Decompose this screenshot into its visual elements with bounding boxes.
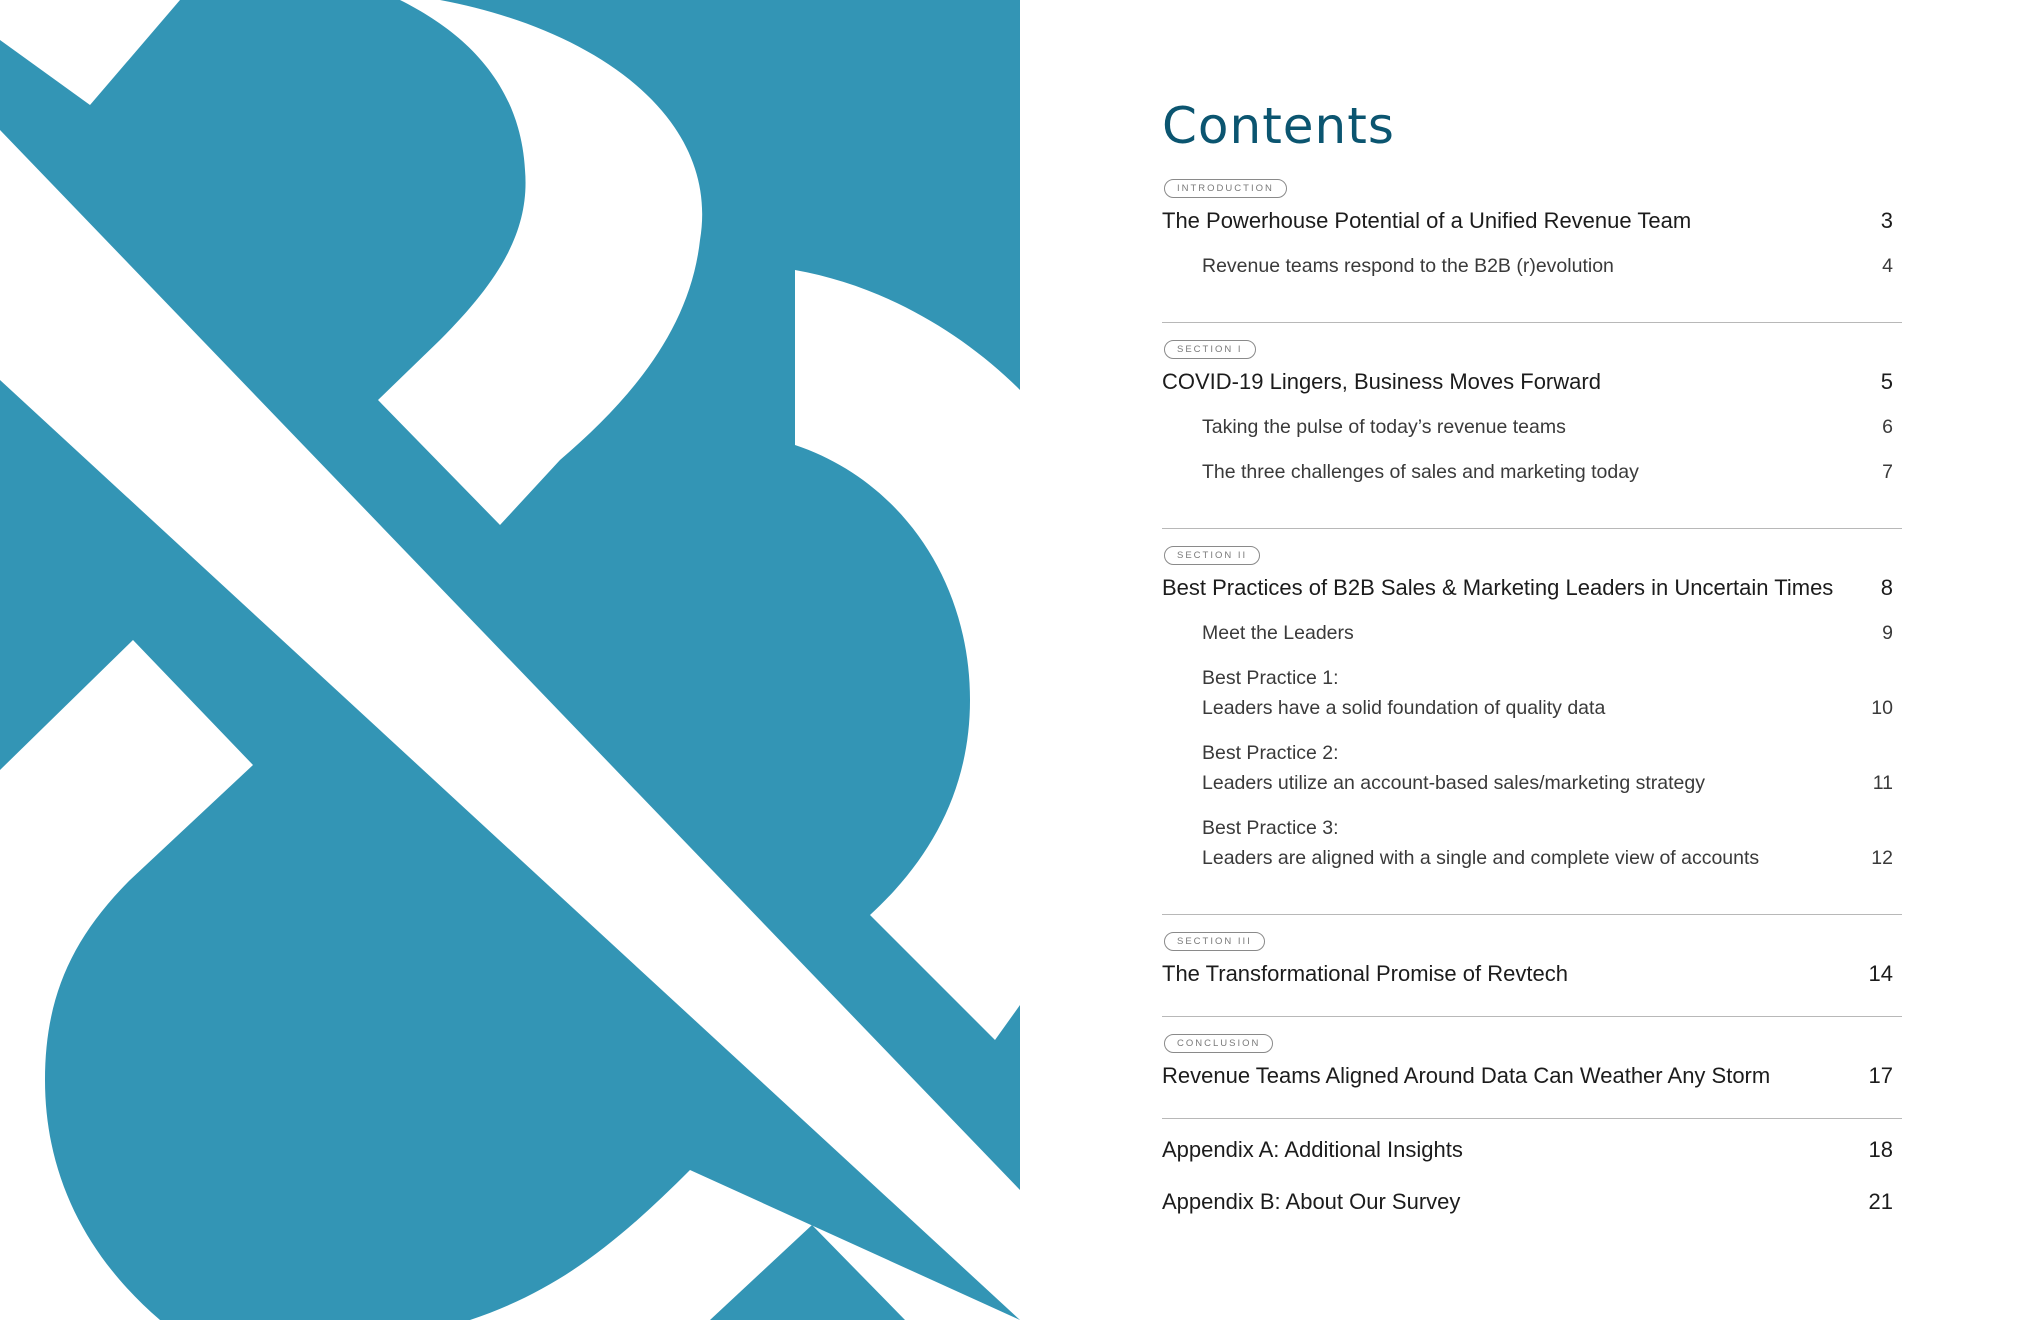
toc-page-number: 21	[1868, 1189, 1893, 1214]
toc-page-number: 5	[1880, 369, 1893, 394]
toc-entry[interactable]	[1162, 573, 1902, 603]
toc-group-section-2	[1162, 545, 1902, 915]
best-practice-label: Best Practice 2:	[1202, 742, 1339, 764]
toc-entry-title: Appendix A: Additional Insights	[1162, 1137, 1463, 1162]
toc-page-number: 10	[1871, 697, 1893, 719]
toc-subentry[interactable]	[1162, 738, 1902, 798]
toc-subentry-title	[1202, 738, 1705, 798]
toc-entry[interactable]	[1162, 206, 1902, 236]
toc-page-number: 7	[1882, 461, 1893, 483]
toc-subentry[interactable]	[1162, 412, 1902, 442]
best-practice-description: Leaders have a solid foundation of quality data	[1202, 697, 1606, 719]
toc-entry[interactable]	[1162, 367, 1902, 397]
section-tag: SECTION III	[1164, 932, 1265, 951]
toc-entry-title: The Powerhouse Potential of a Unified Revenue Team	[1162, 208, 1692, 233]
toc-page-number: 12	[1871, 847, 1893, 869]
toc-entry-title: Revenue Teams Aligned Around Data Can Weather Any Storm	[1162, 1063, 1771, 1088]
toc-page-number: 4	[1882, 255, 1893, 277]
toc-subentry-title: The three challenges of sales and marketing today	[1202, 461, 1639, 483]
toc-page-number: 8	[1880, 575, 1893, 600]
toc-group-section-1	[1162, 339, 1902, 529]
section-tag: SECTION II	[1164, 546, 1260, 565]
toc-entry[interactable]	[1162, 1061, 1902, 1091]
toc-subentry-title: Revenue teams respond to the B2B (r)evolution	[1202, 255, 1614, 277]
toc-group-section-3	[1162, 931, 1902, 1017]
toc-entry-appendix-b[interactable]	[1162, 1187, 1902, 1217]
toc-page-number: 6	[1882, 416, 1893, 438]
toc-page-number: 9	[1882, 622, 1893, 644]
page-title: Contents	[1162, 97, 1395, 155]
toc-page-number: 17	[1868, 1063, 1893, 1088]
toc-subentry[interactable]	[1162, 813, 1902, 873]
best-practice-label: Best Practice 3:	[1202, 817, 1339, 839]
toc-appendices	[1162, 1135, 1902, 1217]
toc-page-number: 18	[1868, 1137, 1893, 1162]
toc-subentry-title: Taking the pulse of today’s revenue teams	[1202, 416, 1566, 438]
best-practice-label: Best Practice 1:	[1202, 667, 1339, 689]
toc-page-number: 11	[1872, 772, 1893, 794]
toc-subentry[interactable]	[1162, 251, 1902, 281]
toc-page-number: 3	[1880, 208, 1893, 233]
toc-subentry[interactable]	[1162, 457, 1902, 487]
section-tag: CONCLUSION	[1164, 1034, 1273, 1053]
section-tag: INTRODUCTION	[1164, 179, 1287, 198]
toc-subentry-title: Meet the Leaders	[1202, 622, 1354, 644]
toc-entry-title: Appendix B: About Our Survey	[1162, 1189, 1461, 1214]
toc-group-introduction	[1162, 178, 1902, 323]
toc-subentry[interactable]	[1162, 618, 1902, 648]
toc-entry-title: COVID-19 Lingers, Business Moves Forward	[1162, 369, 1601, 394]
toc-entry[interactable]	[1162, 959, 1902, 989]
toc-entry-appendix-a[interactable]	[1162, 1135, 1902, 1165]
toc-entry-title: Best Practices of B2B Sales & Marketing Leaders in Uncertain Times	[1162, 575, 1834, 600]
table-of-contents	[1162, 96, 1902, 1239]
toc-subentry[interactable]	[1162, 663, 1902, 723]
toc-page-number: 14	[1868, 961, 1893, 986]
best-practice-description: Leaders are aligned with a single and complete view of accounts	[1202, 847, 1760, 869]
toc-group-conclusion	[1162, 1033, 1902, 1119]
toc-subentry-title	[1202, 813, 1759, 873]
section-tag: SECTION I	[1164, 340, 1256, 359]
best-practice-description: Leaders utilize an account-based sales/marketing strategy	[1202, 772, 1705, 794]
toc-subentry-title	[1202, 663, 1605, 723]
toc-entry-title: The Transformational Promise of Revtech	[1162, 961, 1568, 986]
